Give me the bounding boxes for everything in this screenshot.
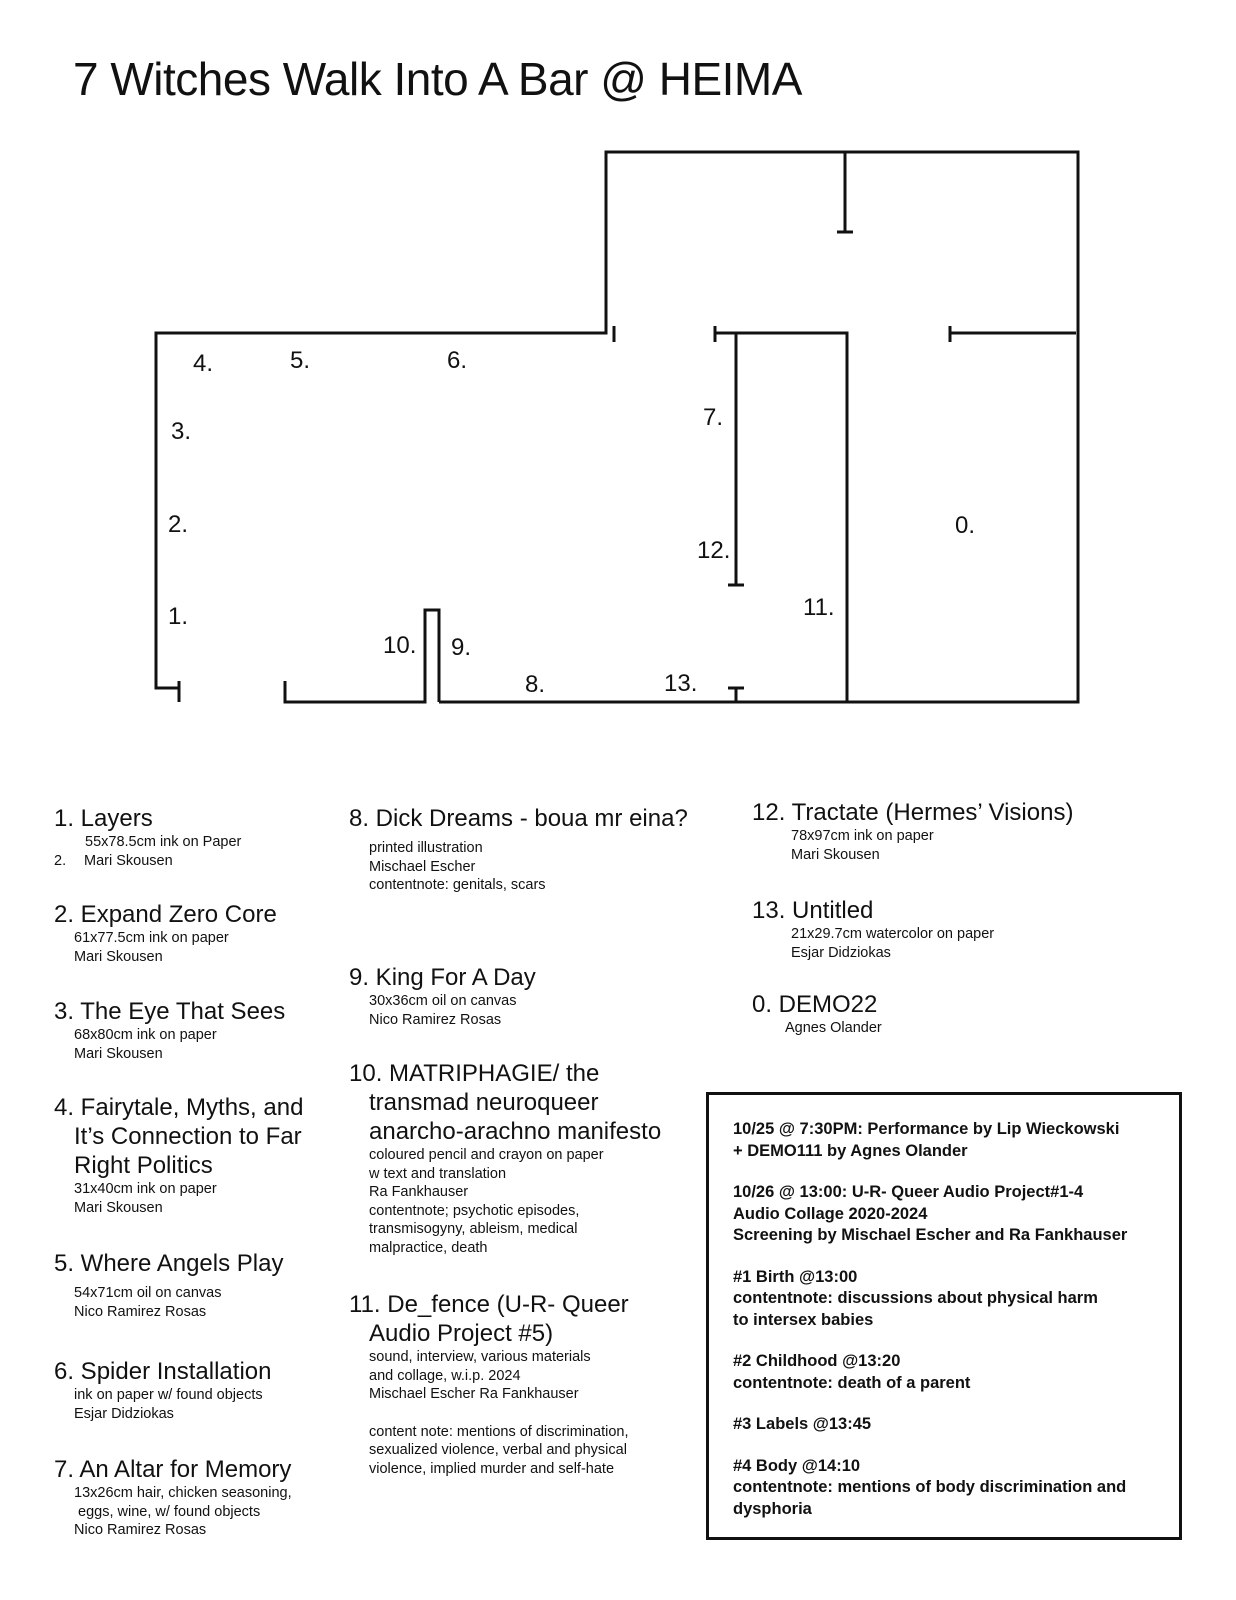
work-artist: Mari Skousen — [74, 948, 163, 965]
plan-label-3: 3. — [171, 418, 192, 445]
work-title: anarcho-arachno manifesto — [369, 1118, 662, 1145]
work-detail: 21x29.7cm watercolor on paper — [791, 926, 995, 942]
work-contentnote: contentnote: genitals, scars — [369, 877, 546, 893]
work-contentnote: contentnote; psychotic episodes, — [369, 1202, 580, 1219]
work-5 — [54, 1249, 384, 1321]
work-title: 11. De_fence (U-R- Queer — [349, 1291, 629, 1318]
work-title: 6. Spider Installation — [54, 1358, 272, 1385]
plan-label-13: 13. — [664, 670, 698, 697]
plan-label-10: 10. — [383, 632, 417, 659]
plan-label-11: 11. — [803, 594, 835, 621]
work-12 — [752, 798, 1082, 864]
work-title: Audio Project #5) — [369, 1320, 554, 1347]
work-7 — [54, 1455, 384, 1540]
floor-plan — [0, 0, 1236, 760]
work-contentnote: violence, implied murder and self-hate — [369, 1460, 615, 1477]
work-detail: 30x36cm oil on canvas — [369, 993, 517, 1009]
work-detail: 55x78.5cm ink on Paper — [85, 834, 242, 850]
work-detail: printed illustration — [369, 840, 483, 856]
work-title: 5. Where Angels Play — [54, 1250, 284, 1277]
work-artist: Nico Ramirez Rosas — [74, 1522, 207, 1538]
work-detail: 13x26cm hair, chicken seasoning, — [74, 1485, 292, 1501]
work-artist: Mischael Escher — [369, 858, 476, 875]
schedule-event: #1 Birth @13:00 contentnote: discussions about physical harm to intersex babies — [733, 1267, 1098, 1329]
work-detail: ink on paper w/ found objects — [74, 1387, 263, 1403]
work-artist: Ra Fankhauser — [369, 1184, 469, 1200]
work-contentnote: sexualized violence, verbal and physical — [369, 1442, 627, 1458]
work-13 — [752, 896, 1082, 962]
work-artist: Mischael Escher Ra Fankhauser — [369, 1386, 579, 1402]
work-title: It’s Connection to Far — [74, 1123, 302, 1150]
work-artist: Nico Ramirez Rosas — [369, 1011, 502, 1028]
work-11 — [349, 1290, 679, 1478]
work-title: 9. King For A Day — [349, 964, 536, 991]
work-detail: 68x80cm ink on paper — [74, 1027, 217, 1043]
work-title: 1. Layers — [54, 805, 153, 832]
work-detail: 31x40cm ink on paper — [74, 1181, 217, 1197]
work-contentnote: content note: mentions of discrimination, — [369, 1423, 629, 1440]
list-number: 2. — [54, 852, 67, 869]
work-title: 2. Expand Zero Core — [54, 901, 277, 928]
outer-wall — [156, 152, 1078, 702]
work-title: 10. MATRIPHAGIE/ the — [349, 1060, 600, 1087]
work-title: 8. Dick Dreams - boua mr eina? — [349, 805, 688, 832]
work-contentnote: transmisogyny, ableism, medical — [369, 1221, 578, 1237]
schedule-event: #2 Childhood @13:20 contentnote: death of a parent — [733, 1352, 971, 1392]
work-2 — [54, 900, 384, 966]
work-1 — [54, 804, 384, 870]
schedule-event: 10/25 @ 7:30PM: Performance by Lip Wieckowski + DEMO111 by Agnes Olander — [733, 1120, 1120, 1160]
work-10 — [349, 1059, 679, 1257]
work-3 — [54, 997, 384, 1063]
work-artist: Esjar Didziokas — [74, 1405, 174, 1422]
work-9 — [349, 963, 679, 1029]
work-title: 0. DEMO22 — [752, 991, 878, 1018]
schedule-event: #3 Labels @13:45 — [733, 1415, 872, 1433]
schedule-box — [706, 1092, 1182, 1540]
work-detail: 54x71cm oil on canvas — [74, 1285, 222, 1301]
work-title: 4. Fairytale, Myths, and — [54, 1094, 304, 1121]
plan-label-7: 7. — [703, 404, 724, 431]
work-title: 12. Tractate (Hermes’ Visions) — [752, 799, 1074, 826]
work-title: transmad neuroqueer — [369, 1089, 599, 1116]
work-detail — [54, 852, 384, 871]
work-detail: w text and translation — [369, 1165, 507, 1182]
plan-label-9: 9. — [451, 634, 472, 661]
plan-label-5: 5. — [290, 347, 311, 374]
work-detail: 61x77.5cm ink on paper — [74, 930, 229, 946]
work-6 — [54, 1357, 384, 1423]
plan-label-1: 1. — [168, 603, 189, 630]
work-detail: sound, interview, various materials — [369, 1349, 591, 1365]
work-0 — [752, 990, 1082, 1038]
work-title: 3. The Eye That Sees — [54, 998, 286, 1025]
plan-label-4: 4. — [193, 350, 214, 377]
plan-label-0: 0. — [955, 512, 976, 539]
work-artist: Mari Skousen — [74, 1199, 163, 1216]
work-artist: Mari Skousen — [84, 852, 173, 869]
plan-label-8: 8. — [525, 671, 546, 698]
page-title: 7 Witches Walk Into A Bar @ HEIMA — [73, 53, 802, 105]
plan-label-2: 2. — [168, 511, 189, 538]
work-detail: coloured pencil and crayon on paper — [369, 1147, 604, 1163]
work-artist: Nico Ramirez Rosas — [74, 1303, 207, 1320]
work-title: 7. An Altar for Memory — [54, 1456, 292, 1483]
work-artist: Agnes Olander — [785, 1020, 882, 1036]
work-title: 13. Untitled — [752, 897, 874, 924]
work-artist: Mari Skousen — [74, 1045, 163, 1062]
schedule-event: #4 Body @14:10 contentnote: mentions of body discrimination and dysphoria — [733, 1456, 1127, 1518]
work-detail: and collage, w.i.p. 2024 — [369, 1367, 521, 1384]
work-artist: Mari Skousen — [791, 846, 880, 863]
work-detail: 78x97cm ink on paper — [791, 828, 934, 844]
work-artist: Esjar Didziokas — [791, 944, 891, 961]
work-4 — [54, 1093, 384, 1217]
schedule-event: 10/26 @ 13:00: U-R- Queer Audio Project#1-4 Audio Collage 2020-2024 Screening by Mischael Escher and Ra Fankhauser — [733, 1183, 1128, 1244]
work-title: Right Politics — [74, 1152, 213, 1179]
work-8 — [349, 804, 688, 895]
plan-label-12: 12. — [697, 537, 731, 564]
plan-label-6: 6. — [447, 347, 468, 374]
work-contentnote: malpractice, death — [369, 1239, 488, 1256]
schedule-list — [733, 1119, 1127, 1540]
work-detail: eggs, wine, w/ found objects — [74, 1503, 261, 1520]
